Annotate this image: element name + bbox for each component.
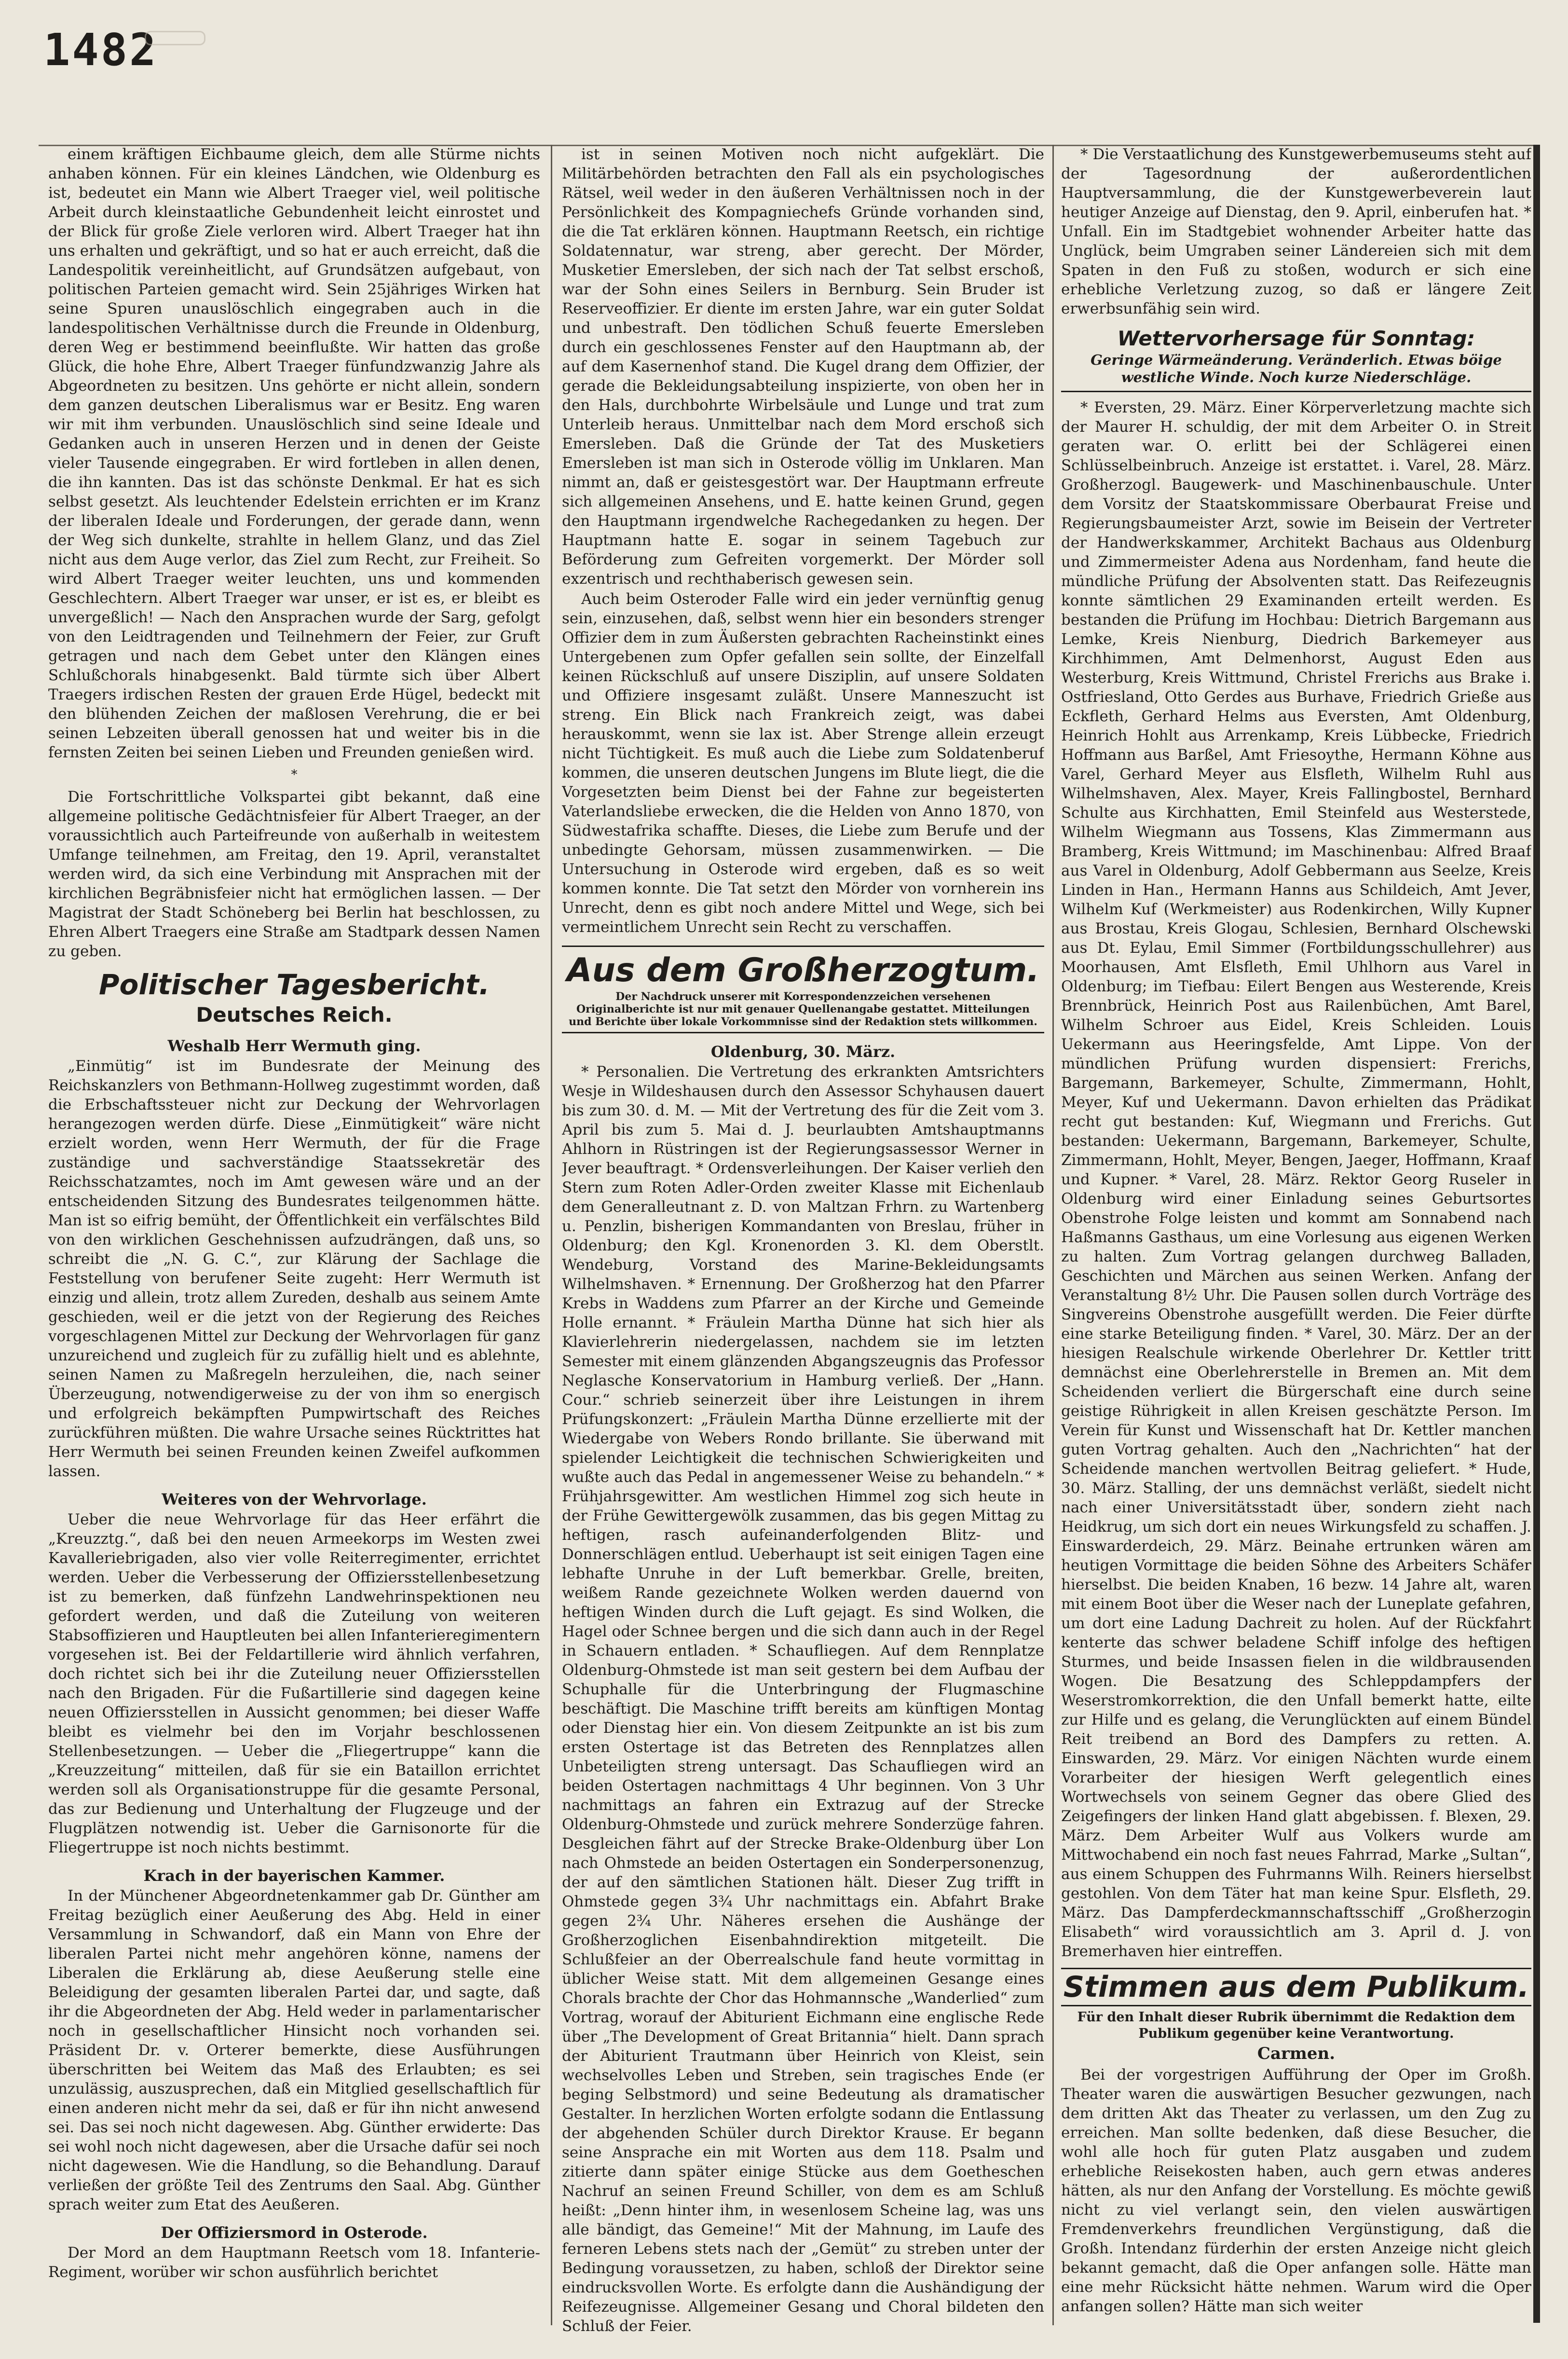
headline-bavarian-chamber: Krach in der bayerischen Kammer. xyxy=(143,1866,445,1885)
column-right xyxy=(1061,145,1531,2340)
reprint-notice: Der Nachdruck unserer mit Korrespondenzzeichen versehenen Originalberichte ist nur mit genauer Quellenangabe gestattet. Mitteilungen und Berichte über lokale Vorkommnisse sind der Redaktion stets willkommen. xyxy=(569,990,1037,1028)
page-number: 1482 xyxy=(43,24,158,76)
fvp-notice-text: Die Fortschrittliche Volkspartei gibt bekannt, daß eine allgemeine politische Gedächtnisfeier für Albert Traeger, an der voraussichtlich auch Parteifreunde von außerhalb in weitestem Umfange teilnehmen, am Freitag, den 19. April, veranstaltet werden wird, da sich eine Verbindung mit Ansprachen mit der kirchlichen Begräbnisfeier nicht hat ermöglichen lassen. — Der Magistrat der Stadt Schöneberg bei Berlin hat beschlossen, zu Ehren Albert Traegers eine Straße am Stadtpark dessen Namen zu geben. xyxy=(48,788,540,960)
headline-wermuth: Weshalb Herr Wermuth ging. xyxy=(167,1037,421,1055)
section-title-politics: Politischer Tagesbericht. xyxy=(98,968,490,1001)
dateline-oldenburg: Oldenburg, 30. März. xyxy=(710,1042,896,1061)
headline-osterode: Der Offiziersmord in Osterode. xyxy=(161,2223,428,2242)
article-wermuth: „Einmütig“ ist im Bundesrate der Meinung des Reichskanzlers von Bethmann-Hollweg zugestimmt worden, daß die Erbschaftssteuer nicht zur Deckung der Wehrvorlagen herangezogen werden dürfe. Diese „Einmütigkeit“ wäre nicht erzielt worden, wenn Herr Wermuth, der für die Frage zuständige und sachverständige Staatssekretär des Reichsschatzamtes, noch im Amt gewesen wäre und an der entscheidenden Sitzung des Bundesrates teilgenommen hätte. Man ist so eifrig bemüht, der Öffentlichkeit ein verfälschtes Bild von den wirklichen Geschehnissen aufzudrängen, daß uns, so schreibt die „N. G. C.“, zur Klärung der Sachlage die Feststellung von berufener Seite zugeht: Herr Wermuth ist einzig und allein, trotz allem Zureden, deshalb aus seinem Amte geschieden, weil er die jetzt von der Regierung des Reiches vorgeschlagenen Mittel zur Deckung der Wehrvorlagen für ganz unzureichend und zugleich für zu zufällig hielt und es ablehnte, seinen Namen zu Maßregeln herzuleihen, die, nach seiner Überzeugung, notwendigerweise zu der von ihm so energisch und erfolgreich bekämpften Pumpwirtschaft des Reiches zurückführen müßten. Die wahre Ursache seines Rücktrittes hat Herr Wermuth bei seinen Freunden keinen Zweifel aufkommen lassen. xyxy=(48,1057,540,1480)
headline-carmen: Carmen. xyxy=(1257,2044,1336,2063)
article-osterode-commentary: Auch beim Osteroder Falle wird ein jeder vernünftig genug sein, einzusehen, daß, selbst wenn hier ein besonders strenger Offizier dem in zum Äußersten gebrachten Racheinstinkt eines Untergebenen zum Opfer gefallen sein sollte, der Einzelfall keinen Rückschluß auf unsere Disziplin, auf unsere Soldaten und Offiziere insgesamt zuläßt. Unsere Manneszucht ist streng. Ein Blick nach Frankreich zeigt, was dabei herauskommt, wenn sie lax ist. Aber Strenge allein erzeugt nicht Tüchtigkeit. Es muß auch die Liebe zum Soldatenberuf kommen, die unseren deutschen Jungens im Blute liegt, die die Vorgesetzten beim Dienst bei der Fahne zur begeisterten Vaterlandsliebe erwecken, die die Helden von Anno 1870, von Südwestafrika schaffte. Dieses, die Liebe zum Berufe und der unbedingte Gehorsam, müssen zusammenwirken. — Die Untersuchung in Osterode wird ergeben, daß es so weit kommen konnte. Die Tat setzt den Mörder von vornherein ins Unrecht, denn es gibt noch andere Mittel und Wege, sich bei vermeintlichem Unrecht sein Recht zu verschaffen. xyxy=(562,590,1044,936)
letter-carmen: Bei der vorgestrigen Aufführung der Oper im Großh. Theater waren die auswärtigen Besucher gezwungen, nach dem dritten Akt das Theater zu verlassen, um den Zug zu erreichen. Man sollte bedenken, daß diese Besucher, die wohl alle hoch für guten Platz ausgaben und zudem erhebliche Reisekosten haben, auch gern etwas anderes hätten, als nur den Anfang der Vorstellung. Es möchte gewiß nicht zu viel verlangt sein, den vielen auswärtigen Fremdenverkehrs freundlichen Vergünstigung, daß die Großh. Intendanz fürderhin der ersten Anzeige nicht gleich bekannt gemacht, daß die Oper anfangen solle. Hätte man eine mehr Rücksicht hätte nehmen. Warum wird die Oper anfangen sollen? Hätte man sich weiter xyxy=(1061,2066,1531,2315)
section-title-stimmen: Stimmen aus dem Publikum. xyxy=(1061,1968,1531,2006)
column-rule-2 xyxy=(1052,145,1054,2325)
article-wehrvorlage: Ueber die neue Wehrvorlage für das Heer erfährt die „Kreuzztg.“, daß bei den neuen Armeekorps im Westen zwei Kavalleriebrigaden, also vier volle Reiterregimenter, errichtet werden. Ueber die Verbesserung der Offiziersstellenbesetzung ist zu bemerken, daß fünfzehn Landwehrinspektionen neu gefordert werden, und daß die Zuteilung von weiteren Stabsoffizieren und Hauptleuten bei allen Infanterieregimentern vorgesehen ist. Bei der Feldartillerie wird ähnlich verfahren, doch richtet sich bei ihr die Zuteilung neuer Offiziersstellen nach den Brigaden. Für die Fußartillerie sind dagegen keine neuen Offiziersstellen in Aussicht genommen; bei dieser Waffe bleibt es vielmehr bei den im Vorjahr beschlossenen Stellenbesetzungen. — Ueber die „Fliegertruppe“ kann die „Kreuzzeitung“ mitteilen, daß für sie ein Bataillon errichtet werden soll als Organisationstruppe für die gesamte Personal, das zur Bedienung und Unterhaltung der Flugzeuge und der Flugplätzen notwendig ist. Ueber die Garnisonorte für die Fliegertruppe ist noch nichts bestimmt. xyxy=(48,1511,540,1856)
article-osterode-continued: ist in seinen Motiven noch nicht aufgeklärt. Die Militärbehörden betrachten den Fall als ein psychologisches Rätsel, weil weder in den äußeren Verhältnissen noch in der Persönlichkeit des Kompagniechefs Gründe vorhanden sind, die die Tat erklären können. Hauptmann Reetsch, ein richtige Soldatennatur, war streng, aber gerecht. Der Mörder, Musketier Emersleben, der sich nach der Tat selbst erschoß, war der Sohn eines Seilers in Bernburg. Sein Bruder ist Reserveoffizier. Er diente im ersten Jahre, war ein guter Soldat und unbestraft. Den tödlichen Schuß feuerte Emersleben durch ein geschlossenes Fenster auf den Hauptmann ab, der auf dem Kasernenhof stand. Die Kugel drang dem Offizier, der gerade die Bekleidungsabteilung inspizierte, von oben her in den Hals, durchbohrte Wirbelsäule und Lunge und trat zum Unterleib heraus. Unmittelbar nach dem Mord erschoß sich Emersleben. Daß die Gründe der Tat des Musketiers Emersleben ist man sich in Osterode völlig im Unklaren. Man nimmt an, daß er geistesgestört war. Der Hauptmann erfreute sich allgemeinen Ansehens, und E. hatte keinen Grund, gegen den Hauptmann irgendwelche Rachegedanken zu hegen. Der Hauptmann hatte E. sogar in seinem Tagebuch zur Beförderung zum Gefreiten vorgemerkt. Der Mörder soll exzentrisch und rechthaberisch gewesen sein. xyxy=(562,146,1044,588)
section-box-grossherzogtum xyxy=(562,946,1044,1033)
headline-wehrvorlage: Weiteres von der Wehrvorlage. xyxy=(162,1490,427,1509)
traeger-obituary-text: einem kräftigen Eichbaume gleich, dem alle Stürme nichts anhaben können. Für ein kleines Ländchen, wie Oldenburg es ist, bedeutet ein Mann wie Albert Traeger viel, weil politische Arbeit durch kleinstaatliche Gebundenheit leicht einrostet und der Blick für große Ziele verloren wird. Albert Traeger hat ihn uns erhalten und gekräftigt, und so hat er auch erreicht, daß die Landespolitik vereinheitlicht, auf Grundsätzen aufgebaut, von politischen Parteien gemacht wird. Sein 25jähriges Wirken hat seine Spuren unauslöschlich eingegraben auch in die landespolitischen Verhältnisse durch die Freunde in Oldenburg, deren Weg er bestimmend beeinflußte. Wir hatten das große Glück, die hohe Ehre, Albert Traeger fünfundzwanzig Jahre als Abgeordneten zu besitzen. Uns gehörte er nicht allein, sondern dem ganzen deutschen Liberalismus war er Besitz. Eng waren wir mit ihm verbunden. Unauslöschlich sind seine Ideale und Gedanken auch in unseren Herzen und in denen der Geiste vieler Tausende eingegraben. Er wird fortleben in allen denen, die ihn kannten. Das ist das schönste Denkmal. Er hat es sich selbst gesetzt. Als leuchtender Edelstein errichten er im Kranz der liberalen Ideale und Forderungen, der gerade dann, wenn der Weg sich dunkelte, strahlte in hellem Glanz, und das Ziel nicht aus dem Auge verlor, das Ziel zum Recht, zur Freiheit. So wird Albert Traeger weiter leuchten, uns und kommenden Geschlechtern. Albert Traeger war unser, er ist es, er bleibt es unvergeßlich! — Nach den Ansprachen wurde der Sarg, gefolgt von den Leidtragenden und Teilnehmern der Feier, zur Gruft getragen und nach dem Gebet unter den Klängen eines Schlußchorals hinabgesenkt. Bald türmte sich über Albert Traegers irdischen Resten der grauen Erde Hügel, bedeckt mit den blühenden Zeichen der maßlosen Verehrung, die er bei seinen Lebzeiten überall genossen hat und weiter bis in die fernsten Zeiten bei seinen Lieben und Freunden genießen wird. xyxy=(48,146,540,761)
section-title-grossherzogtum: Aus dem Großherzogtum. xyxy=(566,951,1040,989)
article-osterode-start: Der Mord an dem Hauptmann Reetsch vom 18. Infanterie-Regiment, worüber wir schon ausführlich berichtet xyxy=(48,2244,540,2281)
column-middle xyxy=(562,145,1044,2340)
page-edge-bar xyxy=(1533,145,1540,2323)
column-rule-1 xyxy=(551,145,552,2325)
local-news-oldenburg: * Personalien. Die Vertretung des erkrankten Amtsrichters Wesje in Wildeshausen durch den Assessor Schyhausen dauert bis zum 30. d. M. — Mit der Vertretung des für die Zeit vom 3. April bis zum 5. Mai d. J. beurlaubten Amtshauptmanns Ahlhorn in Rüstringen ist der Regierungsassessor Werner in Jever beauftragt. * Ordensverleihungen. Der Kaiser verlieh den Stern zum Roten Adler-Orden zweiter Klasse mit Eichenlaub dem Generalleutnant z. D. von Maltzan Frhrn. zu Wartenberg u. Penzlin, bisherigen Kommandanten von Breslau, früher in Oldenburg; den Kgl. Kronenorden 3. Kl. dem Oberstlt. Wendeburg, Vorstand des Marine-Bekleidungsamts Wilhelmshaven. * Ernennung. Der Großherzog hat den Pfarrer Krebs in Waddens zum Pfarrer an der Kirche und Gemeinde Holle ernannt. * Fräulein Martha Dünne hat sich hier als Klavierlehrerin niedergelassen, nachdem sie im letzten Semester mit einem glänzenden Abgangszeugnis das Professor Neglasche Konservatorium in Hamburg verließ. Der „Hann. Cour.“ schrieb seinerzeit über ihre Leistungen in ihrem Prüfungskonzert: „Fräulein Martha Dünne erzellierte mit der Wiedergabe von Webers Rondo brillante. Sie überwand mit spielender Leichtigkeit die technischen Schwierigkeiten und wußte auch das Pedal in angemessener Weise zu behandeln.“ * Frühjahrsgewitter. Am westlichen Himmel zog sich heute in der Frühe Gewittergewölk zusammen, das bis gegen Mittag zu heftigen, rasch aufeinanderfolgenden Blitz- und Donnerschlägen entlud. Ueberhaupt ist seit einigen Tagen eine lebhafte Unruhe in der Luft bemerkbar. Grelle, breiten, weißem Rande gezeichnete Wolken werden dauernd von heftigen Winden durch die Luft gejagt. Es sind Wolken, die Hagel oder Schnee bergen und die sich dann auch in der Regel in Schauern entladen. * Schaufliegen. Auf dem Rennplatze Oldenburg-Ohmstede ist man seit gestern bei dem Aufbau der Schuphalle für die Unterbringung der Flugmaschine beschäftigt. Die Maschine trifft bereits am künftigen Montag oder Dienstag hier ein. Von diesem Zeitpunkte an ist bis zum ersten Ostertage ist das Betreten des Rennplatzes allen Unbeteiligten streng untersagt. Das Schaufliegen wird an beiden Ostertagen nachmittags 4 Uhr beginnen. Von 3 Uhr nachmittags an fahren ein Extrazug auf der Strecke Oldenburg-Ohmstede und zurück mehrere Sonderzüge fahren. Desgleichen fährt auf der Strecke Brake-Oldenburg über Lon nach Ohmstede an beiden Ostertagen ein Sonderpersonenzug, der auf den sämtlichen Stationen hält. Dieser Zug trifft in Ohmstede gegen 3¾ Uhr nachmittags ein. Abfahrt Brake gegen 2¾ Uhr. Näheres ersehen die Aushänge der Großherzoglichen Eisenbahndirektion mitgeteilt. Die Schlußfeier an der Oberrealschule fand heute vormittag in üblicher Weise statt. Mit dem allgemeinen Gesange eines Chorals brachte der Chor das Hohmannsche „Wanderlied“ zum Vortrag, worauf der Abiturient Eichmann eine englische Rede über „The Development of Great Britannia“ hielt. Dann sprach der Abiturient Trautmann über Heinrich von Kleist, sein wechselvolles Leben und Streben, sein tragisches Ende (er beging Selbstmord) und seine Bedeutung als dramatischer Gestalter. In herzlichen Worten erfolgte sodann die Entlassung der abgehenden Schüler durch Direktor Krause. Er begann seine Ansprache ein mit Worten aus dem 118. Psalm und zitierte dann später einige Stücke aus dem Goetheschen Nachruf an seinen Freund Schiller, von dem es am Schluß heißt: „Denn hinter ihm, in wesenlosem Scheine lag, was uns alle bändigt, das Gemeine!“ Mit der Mahnung, im Laufe des ferneren Lebens stets nach der „Gemüt“ zu streben unter der Bedingung voraussetzen, zu haben, schloß der Direktor seine eindrucksvollen Worte. Es erfolgte dann die Aushändigung der Reifezeugnisse. Allgemeiner Gesang und Choral bildeten den Schluß der Feier. xyxy=(562,1063,1044,2335)
separator-star: * xyxy=(291,768,298,782)
weather-forecast-text: Geringe Wärmeänderung. Veränderlich. Etwas böige westliche Winde. Noch kurze Niederschläge. xyxy=(1061,351,1531,392)
stimmen-disclaimer: Für den Inhalt dieser Rubrik übernimmt die Redaktion dem Publikum gegenüber keine Verantwortung. xyxy=(1077,2010,1515,2041)
section-subtitle-reich: Deutsches Reich. xyxy=(196,1003,393,1027)
weather-forecast-title: Wettervorhersage für Sonntag: xyxy=(1117,327,1475,350)
column-left xyxy=(48,145,540,2340)
local-news-top: * Die Verstaatlichung des Kunstgewerbemuseums steht auf der Tagesordnung der außerordentlichen Hauptversammlung, die der Kunstgewerbeverein laut heutiger Anzeige auf Dienstag, den 9. April, einberufen hat. * Unfall. Ein im Stadtgebiet wohnender Arbeiter hatte das Unglück, beim Umgraben seiner Ländereien sich mit dem Spaten in den Fuß zu stoßen, wodurch er sich eine erhebliche Verletzung zuzog, so daß er längere Zeit erwerbsunfähig sein wird. xyxy=(1061,146,1531,317)
regional-news: * Eversten, 29. März. Einer Körperverletzung machte sich der Maurer H. schuldig, der mit dem Arbeiter O. in Streit geraten war. O. erlitt bei der Schlägerei einen Schlüsselbeinbruch. Anzeige ist erstattet. i. Varel, 28. März. Großherzogl. Baugewerk- und Maschinenbauschule. Unter dem Vorsitz der Staatskommissare Oberbaurat Freise und Regierungsbaumeister Arzt, sowie im Beisein der Vertreter der Handwerkskammer, Architekt Bachaus aus Oldenburg und Zimmermeister Adena aus Nordenham, fand heute die mündliche Prüfung der Absolventen statt. Das Reifezeugnis konnte sämtlichen 29 Examinanden erteilt werden. Es bestanden die Prüfung im Hochbau: Dietrich Bargemann aus Lemke, Kreis Nienburg, Diedrich Barkemeyer aus Kirchhimmen, Amt Delmenhorst, August Eden aus Westerburg, Kreis Wittmund, Christel Frerichs aus Brake i. Ostfriesland, Otto Gerdes aus Burhave, Friedrich Grieße aus Eckfleth, Gerhard Helms aus Eversten, Amt Oldenburg, Heinrich Hohlt aus Arrenkamp, Kreis Lübbecke, Friedrich Hoffmann aus Barßel, Amt Friesoythe, Hermann Köhne aus Varel, Gerhard Meyer aus Elsfleth, Wilhelm Ruhl aus Wilhelmshaven, Alex. Mayer, Kreis Fallingbostel, Bernhard Schulte aus Kirchhatten, Emil Steinfeld aus Westerstede, Wilhelm Wiegmann aus Tossens, Klas Zimmermann aus Bramberg, Kreis Wittmund; im Maschinenbau: Alfred Braaf aus Varel in Oldenburg, Adolf Gebbermann aus Seelze, Kreis Linden in Han., Hermann Hanns aus Schildeich, Amt Jever, Wilhelm Kuf (Werkmeister) aus Rodenkirchen, Willy Kupner aus Brostau, Kreis Glogau, Schlesien, Bernhard Olschewski aus Dt. Eylau, Emil Simmer (Fortbildungsschullehrer) aus Moorhausen, Amt Elsfleth, Emil Uhlhorn aus Varel in Oldenburg; im Tiefbau: Eilert Bengen aus Westerende, Kreis Brennbrück, Heinrich Post aus Railenbüchen, Amt Barel, Wilhelm Schroer aus Eidel, Kreis Schleiden. Louis Uekermann aus Heeringsfelde, Amt Lippe. Von der mündlichen Prüfung wurden dispensiert: Frerichs, Bargemann, Barkemeyer, Schulte, Zimmermann, Hohlt, Meyer, Kuf und Uekermann. Davon erhielten das Prädikat recht gut bestanden: Kuf, Wiegmann und Frerichs. Gut bestanden: Uekermann, Bargemann, Barkemeyer, Schulte, Zimmermann, Hohlt, Meyer, Bengen, Jaeger, Hoffmann, Kraaf und Kupner. * Varel, 28. März. Rektor Georg Ruseler in Oldenburg wird einer Einladung seines Geburtsortes Obenstrohe Folge leisten und kommt am Sonnabend nach Haßmanns Gasthaus, um eine Vorlesung aus eigenen Werken zu halten. Zum Vortrag gelangen durchweg Balladen, Geschichten und Märchen aus seinen Werken. Anfang der Veranstaltung 8½ Uhr. Die Pausen sollen durch Vorträge des Singvereins Obenstrohe ausgefüllt werden. Die Feier dürfte eine starke Beteiligung finden. * Varel, 30. März. Der an der hiesigen Realschule wirkende Oberlehrer Dr. Kettler tritt demnächst eine Oberlehrerstelle in Bremen an. Mit dem Scheidenden verliert die Bürgerschaft eine durch seine geistige Rührigkeit in allen Kreisen geschätzte Person. Im Verein für Kunst und Wissenschaft hat Dr. Kettler manchen guten Vortrag gehalten. Auch den „Nachrichten“ hat der Scheidende manchen wertvollen Beitrag geliefert. * Hude, 30. März. Stalling, der uns demnächst verläßt, siedelt nicht nach einer Universitätsstadt über, sondern zieht nach Heidkrug, um sich dort ein neues Wirkungsfeld zu schaffen. J. Einswarderdeich, 29. März. Beinahe ertrunken wären am heutigen Vormittage die beiden Söhne des Arbeiters Schäfer hierselbst. Die beiden Knaben, 16 bezw. 14 Jahre alt, waren mit einem Boot über die Weser nach der Luneplate gefahren, um dort eine Ladung Dachreit zu holen. Auf der Rückfahrt kenterte das schwer beladene Schiff infolge des heftigen Sturmes, und beide Insassen fielen in die wildbrausenden Wogen. Die Besatzung des Schleppdampfers der Weserstromkorrektion, die den Unfall bemerkt hatte, eilte zur Hilfe und es gelang, die Verunglückten auf einem Bündel Reit treibend an Bord des Dampfers zu retten. A. Einswarden, 29. März. Vor einigen Nächten wurde einem Vorarbeiter der hiesigen Werft gelegentlich eines Wortwechsels von seinem Gegner das obere Glied des Zeigefingers der linken Hand glatt abgebissen. f. Blexen, 29. März. Dem Arbeiter Wulf aus Volkers wurde am Mittwochabend ein noch fast neues Fahrrad, Marke „Sultan“, aus einem Schuppen des Fuhrmanns Wilh. Reiners hierselbst gestohlen. Von dem Täter hat man keine Spur. Elsfleth, 29. März. Das Dampferdeckmannschaftsschiff „Großherzogin Elisabeth“ wird voraussichtlich am 3. April d. J. von Bremerhaven hier eintreffen. xyxy=(1061,399,1531,1960)
article-bavarian-chamber: In der Münchener Abgeordnetenkammer gab Dr. Günther am Freitag bezüglich einer Aeußerung des Abg. Held in einer Versammlung in Schwandorf, daß ein Mann von Ehre der liberalen Partei nicht mehr angehören könne, namens der Liberalen die Erklärung ab, diese Aeußerung stelle eine Beleidigung der gesamten liberalen Partei dar, und sagte, daß ihr die Abgeordneten der Abg. Held weder in parlamentarischer noch in gesellschaftlicher Hinsicht noch vorhanden sei. Präsident Dr. v. Orterer bemerkte, diese Ausführungen überschritten bei Weitem das Maß des Erlaubten; es sei unzulässig, auszusprechen, daß ein Mitglied gesellschaftlich für einen anderen nicht mehr da sei, daß er für ihn nicht anwesend sei. Das sei noch nicht dagewesen. Abg. Günther erwiderte: Das sei wohl noch nicht dagewesen, aber die Ursache dafür sei noch nicht dagewesen. Wie die Handlung, so die Behandlung. Darauf verließen der größte Teil des Zentrums den Saal. Abg. Günther sprach weiter zum Etat des Aeußeren. xyxy=(48,1887,540,2213)
